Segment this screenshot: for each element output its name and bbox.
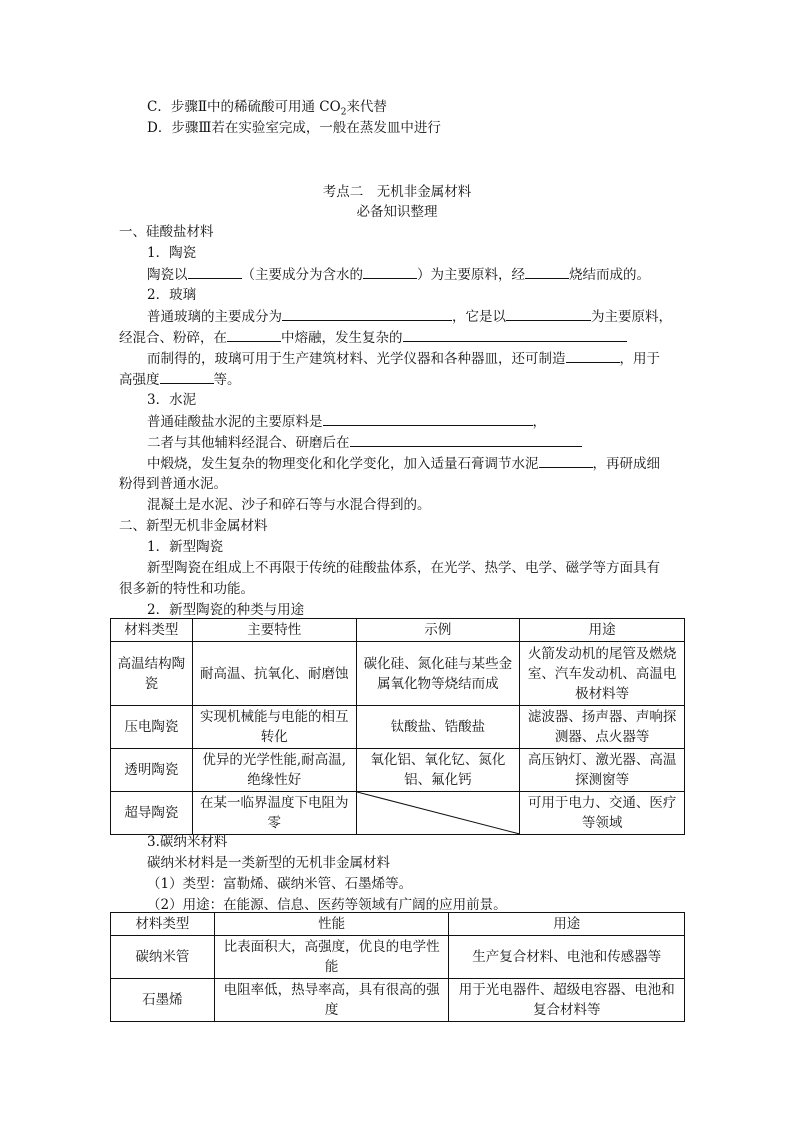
table-cell: 耐高温、抗氧化、耐磨蚀 — [192, 642, 356, 706]
table-header: 主要特性 — [192, 619, 356, 642]
ceramic-heading: 1．陶瓷 — [147, 245, 197, 261]
carbon-line-1: 碳纳米材料是一类新型的无机非金属材料 — [147, 855, 390, 871]
table-cell: 用于光电器件、超级电容器、电池和复合材料等 — [449, 979, 685, 1022]
table-cell: 压电陶瓷 — [111, 706, 193, 749]
table-header: 用途 — [449, 913, 685, 936]
table-cell: 优异的光学性能,耐高温,绝缘性好 — [192, 749, 356, 792]
cement-heading: 3．水泥 — [147, 392, 197, 408]
table-row — [111, 642, 685, 706]
new-ceramic-line-2: 很多新的特性和功能。 — [119, 581, 254, 597]
table-cell: 比表面积大，高强度，优良的电学性能 — [214, 936, 449, 979]
table-cell: 电阻率低，热导率高，具有很高的强度 — [214, 979, 449, 1022]
table-cell: 在某一临界温度下电阻为零 — [192, 792, 356, 835]
blank[interactable] — [282, 306, 452, 321]
table-cell: 石墨烯 — [111, 979, 215, 1022]
table-row — [111, 749, 685, 792]
section-title: 考点二 无机非金属材料 — [322, 184, 472, 200]
table-cell: 钛酸盐、锆酸盐 — [356, 706, 520, 749]
blank[interactable] — [160, 369, 214, 384]
blank[interactable] — [539, 453, 593, 468]
table-row — [111, 936, 685, 979]
blank[interactable] — [403, 327, 627, 342]
blank[interactable] — [323, 411, 533, 426]
diagonal-empty-cell — [356, 792, 520, 835]
blank[interactable] — [350, 432, 582, 447]
carbon-heading: 3.碳纳米材料 — [147, 834, 228, 850]
carbon-table — [110, 912, 685, 1022]
table-row — [111, 979, 685, 1022]
table-cell: 火箭发动机的尾管及燃烧室、汽车发动机、高温电极材料等 — [520, 642, 685, 706]
blank[interactable] — [525, 264, 569, 279]
option-d: D．步骤Ⅲ若在实验室完成，一般在蒸发皿中进行 — [147, 120, 441, 136]
ceramic-line: 陶瓷以 （主要成分为含水的 ）为主要原料，经 烧结而成的。 — [147, 264, 650, 285]
table-cell: 滤波器、扬声器、声响探测器、点火器等 — [520, 706, 685, 749]
glass-heading: 2．玻璃 — [147, 287, 197, 303]
table-header-row — [111, 619, 685, 642]
carbon-line-3: （2）用途：在能源、信息、医药等领域有广阔的应用前景。 — [147, 897, 507, 913]
glass-line-4: 高强度 等。 — [119, 369, 241, 390]
table-cell: 氧化铝、氧化钇、氮化铝、氟化钙 — [356, 749, 520, 792]
table-header-row — [111, 913, 685, 936]
table-cell: 碳纳米管 — [111, 936, 215, 979]
part1-heading: 一、硅酸盐材料 — [119, 224, 214, 240]
table-header: 示例 — [356, 619, 520, 642]
cement-line-2: 二者与其他辅料经混合、研磨后在 — [147, 432, 582, 453]
table-cell: 可用于电力、交通、医疗等领域 — [520, 792, 685, 835]
blank[interactable] — [188, 264, 242, 279]
table-header: 性能 — [214, 913, 449, 936]
table-cell: 高温结构陶瓷 — [111, 642, 193, 706]
table-cell: 生产复合材料、电池和传感器等 — [449, 936, 685, 979]
part2-heading: 二、新型无机非金属材料 — [119, 518, 268, 534]
section-subtitle: 必备知识整理 — [356, 204, 438, 220]
table-cell: 碳化硅、氮化硅与某些金属氧化物等烧结而成 — [356, 642, 520, 706]
blank[interactable] — [506, 306, 591, 321]
cement-line-3: 中煅烧，发生复杂的物理变化和化学变化，加入适量石膏调节水泥 ，再研成细 — [147, 453, 660, 474]
table-header: 用途 — [520, 619, 685, 642]
option-c: C．步骤Ⅱ中的稀硫酸可用通 $CO_2$来代替 — [147, 99, 387, 118]
diagonal-line — [357, 792, 520, 834]
table1-heading: 2．新型陶瓷的种类与用途 — [147, 602, 305, 618]
table-header: 材料类型 — [111, 619, 193, 642]
blank[interactable] — [363, 264, 417, 279]
table-row — [111, 706, 685, 749]
blank[interactable] — [566, 348, 620, 363]
table-cell: 实现机械能与电能的相互转化 — [192, 706, 356, 749]
carbon-line-2: （1）类型：富勒烯、碳纳米管、石墨烯等。 — [147, 876, 413, 892]
new-ceramic-line-1: 新型陶瓷在组成上不再限于传统的硅酸盐体系，在光学、热学、电学、磁学等方面具有 — [147, 560, 660, 576]
cement-line-1: 普通硅酸盐水泥的主要原料是 ， — [147, 411, 546, 432]
glass-line-1: 普通玻璃的主要成分为 ，它是以 为主要原料， — [147, 306, 672, 327]
ceramic-table — [110, 618, 685, 835]
table-row — [111, 792, 685, 835]
concrete-line: 混凝土是水泥、沙子和碎石等与水混合得到的。 — [147, 497, 431, 513]
new-ceramic-heading: 1．新型陶瓷 — [147, 539, 224, 555]
table-cell: 超导陶瓷 — [111, 792, 193, 835]
blank[interactable] — [227, 327, 281, 342]
cement-line-4: 粉得到普通水泥。 — [119, 476, 227, 492]
table-cell: 高压钠灯、激光器、高温探测窗等 — [520, 749, 685, 792]
glass-line-3: 而制得的，玻璃可用于生产建筑材料、光学仪器和各种器皿，还可制造 ，用于 — [147, 348, 660, 369]
table-cell: 透明陶瓷 — [111, 749, 193, 792]
glass-line-2: 经混合、粉碎，在 中熔融，发生复杂的 — [119, 327, 627, 348]
table-header: 材料类型 — [111, 913, 215, 936]
